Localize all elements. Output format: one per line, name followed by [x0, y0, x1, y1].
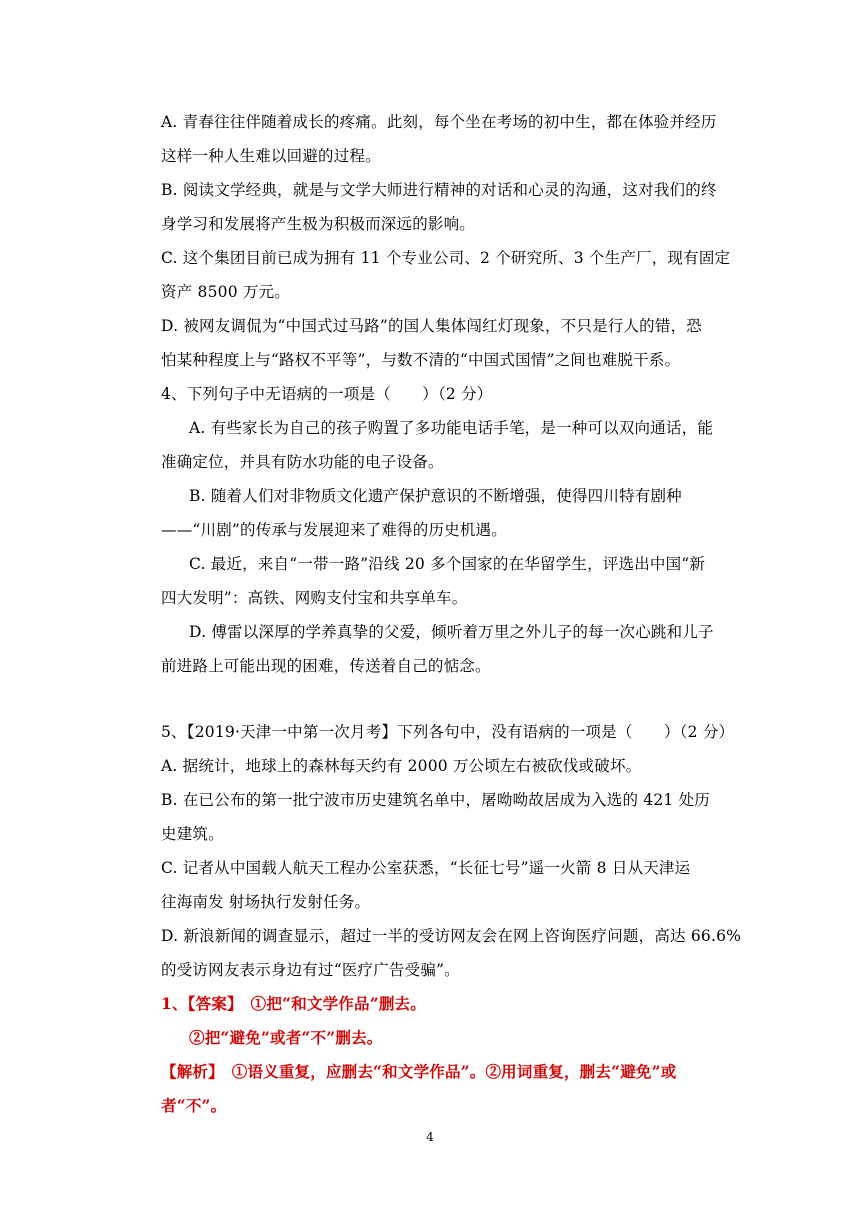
option-4b-line2: ——“川剧”的传承与发展迎来了难得的历史机遇。 — [161, 521, 507, 539]
option-5d-line1: D. 新浪新闻的调查显示，超过一半的受访网友会在网上咨询医疗问题，高达 66.6% — [161, 927, 742, 945]
option-4b-line1: B. 随着人们对非物质文化遗产保护意识的不断增强，使得四川特有剧种 — [189, 487, 682, 505]
option-4d-line2: 前进路上可能出现的困难，传送着自己的惦念。 — [161, 657, 491, 675]
option-4c-line2: 四大发明”：高铁、网购支付宝和共享单车。 — [161, 589, 468, 607]
option-3b-line2: 身学习和发展将产生极为积极而深远的影响。 — [161, 215, 476, 233]
option-5d-line2: 的受访网友表示身边有过“医疗广告受骗”。 — [161, 961, 460, 979]
option-3c-line2: 资产 8500 万元。 — [161, 283, 291, 301]
option-5b-line2: 史建筑。 — [161, 825, 224, 843]
option-4a-line2: 准确定位，并具有防水功能的电子设备。 — [161, 453, 444, 471]
option-4d-line1: D. 傅雷以深厚的学养真挚的父爱，倾听着万里之外儿子的每一次心跳和儿子 — [189, 623, 714, 641]
option-5b-line1: B. 在已公布的第一批宁波市历史建筑名单中，屠呦呦故居成为入选的 421 处历 — [161, 791, 710, 809]
analysis-line1: 【解析】 ①语义重复，应删去“和文学作品”。②用词重复，删去“避免”或 — [161, 1062, 677, 1081]
option-5c-line2: 往海南发 射场执行发射任务。 — [161, 893, 371, 911]
option-3a-line1: A. 青春往往伴随着成长的疼痛。此刻，每个坐在考场的初中生，都在体验并经历 — [161, 113, 717, 131]
page-number: 4 — [426, 1130, 434, 1144]
question-4-stem: 4、下列句子中无语病的一项是（ ）（2 分） — [161, 385, 493, 403]
option-5a: A. 据统计，地球上的森林每天约有 2000 万公顷左右被砍伐或破坏。 — [161, 757, 642, 775]
answer-1-line1: 1、【答案】 ①把“和文学作品”删去。 — [161, 994, 426, 1013]
analysis-line2: 者“不”。 — [161, 1096, 227, 1115]
option-4c-line1: C. 最近，来自“一带一路”沿线 20 多个国家的在华留学生，评选出中国“新 — [189, 555, 706, 573]
option-3b-line1: B. 阅读文学经典，就是与文学大师进行精神的对话和心灵的沟通，这对我们的终 — [161, 181, 717, 199]
answer-1-line2: ②把“避免”或者“不”删去。 — [189, 1028, 383, 1047]
question-5-stem: 5、【2019·天津一中第一次月考】下列各句中，没有语病的一项是（ ）（2 分） — [161, 723, 735, 741]
option-4a-line1: A. 有些家长为自己的孩子购置了多功能电话手笔，是一种可以双向通话，能 — [189, 419, 714, 437]
option-5c-line1: C. 记者从中国载人航天工程办公室获悉，“长征七号”遥一火箭 8 日从天津运 — [161, 859, 691, 877]
option-3d-line1: D. 被网友调侃为“中国式过马路”的国人集体闯红灯现象，不只是行人的错，恐 — [161, 317, 702, 335]
option-3a-line2: 这样一种人生难以回避的过程。 — [161, 147, 381, 165]
option-3c-line1: C. 这个集团目前已成为拥有 11 个专业公司、2 个研究所、3 个生产厂，现有固定 — [161, 249, 731, 267]
option-3d-line2: 怕某种程度上与“路权不平等”，与数不清的“中国式国情”之间也难脱干系。 — [161, 351, 681, 369]
